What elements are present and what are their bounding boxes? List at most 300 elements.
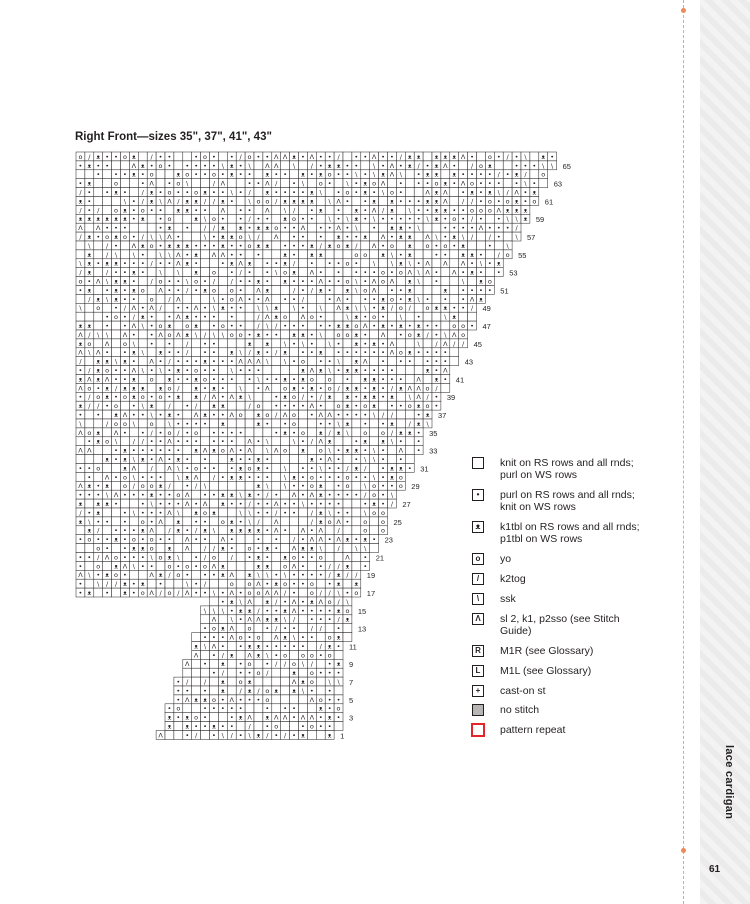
chart-stitch [210, 303, 219, 312]
chart-stitch [227, 731, 236, 740]
chart-stitch [299, 277, 308, 286]
chart-stitch [245, 277, 254, 286]
chart-stitch [263, 677, 272, 686]
chart-stitch [192, 277, 201, 286]
chart-stitch [201, 214, 210, 223]
svg-text:•: • [123, 313, 127, 322]
chart-stitch [325, 419, 334, 428]
chart-stitch [94, 303, 103, 312]
chart-stitch [450, 152, 459, 161]
chart-stitch [459, 286, 468, 295]
svg-text:ᴥ: ᴥ [256, 348, 261, 357]
chart-stitch [129, 588, 138, 597]
chart-stitch [388, 437, 397, 446]
chart-stitch [174, 553, 183, 562]
svg-text:•: • [309, 259, 314, 268]
chart-stitch [379, 419, 388, 428]
chart-stitch [325, 348, 334, 357]
chart-stitch [227, 597, 236, 606]
chart-stitch [138, 357, 147, 366]
chart-stitch [263, 321, 272, 330]
svg-text:\: \ [248, 393, 251, 402]
chart-stitch [281, 348, 290, 357]
svg-text:•: • [131, 295, 136, 304]
chart-stitch [129, 446, 138, 455]
svg-text:•: • [514, 152, 519, 161]
chart-stitch [459, 223, 468, 232]
chart-stitch [201, 731, 210, 740]
chart-stitch [503, 179, 512, 188]
svg-text:•: • [114, 241, 118, 250]
chart-stitch [254, 410, 263, 419]
chart-stitch [290, 446, 299, 455]
chart-stitch [325, 401, 334, 410]
chart-stitch [343, 286, 352, 295]
chart-stitch [147, 508, 156, 517]
svg-text:ᴥ: ᴥ [220, 402, 225, 411]
chart-stitch [201, 241, 210, 250]
chart-stitch [138, 490, 147, 499]
chart-stitch [325, 152, 334, 161]
svg-text:o: o [452, 215, 457, 224]
svg-text:•: • [114, 304, 118, 313]
chart-stitch [227, 713, 236, 722]
svg-text:\: \ [203, 215, 207, 224]
svg-text:\: \ [301, 179, 305, 188]
chart-stitch [76, 366, 85, 375]
svg-text:ᴥ: ᴥ [194, 268, 199, 277]
svg-text:/: / [390, 304, 394, 313]
svg-text:\: \ [319, 304, 322, 313]
chart-stitch [76, 286, 85, 295]
svg-text:ᴥ: ᴥ [318, 286, 323, 295]
chart-stitch [254, 561, 263, 570]
chart-stitch [503, 188, 512, 197]
svg-text:\: \ [373, 170, 376, 179]
chart-stitch [352, 286, 361, 295]
chart-stitch [334, 303, 343, 312]
chart-stitch [405, 232, 414, 241]
svg-text:ᴥ: ᴥ [265, 241, 270, 250]
chart-stitch [316, 197, 325, 206]
svg-text:ᴥ: ᴥ [336, 322, 341, 330]
row-number: 31 [420, 464, 429, 474]
svg-text:\: \ [106, 277, 109, 286]
svg-text:ᴥ: ᴥ [114, 277, 119, 286]
chart-stitch [299, 241, 308, 250]
svg-text:o: o [461, 330, 466, 339]
chart-stitch [138, 268, 147, 277]
chart-stitch [263, 686, 272, 695]
chart-stitch [174, 499, 183, 508]
chart-stitch [263, 731, 272, 740]
svg-text:o: o [256, 197, 261, 206]
svg-text:Λ: Λ [104, 375, 110, 384]
chart-stitch [85, 214, 94, 223]
svg-text:o: o [167, 188, 172, 197]
chart-stitch [325, 588, 334, 597]
chart-stitch [192, 197, 201, 206]
chart-stitch [165, 170, 174, 179]
chart-stitch [254, 321, 263, 330]
chart-stitch [334, 268, 343, 277]
chart-stitch [272, 624, 281, 633]
chart-stitch [245, 188, 254, 197]
svg-text:ᴥ: ᴥ [461, 241, 466, 250]
chart-stitch [245, 535, 254, 544]
chart-stitch [370, 375, 379, 384]
svg-text:/: / [114, 384, 118, 393]
chart-stitch [138, 446, 147, 455]
chart-stitch [334, 357, 343, 366]
chart-stitch [352, 250, 361, 259]
svg-text:ᴥ: ᴥ [372, 402, 377, 411]
legend-item [472, 683, 642, 702]
svg-text:ᴥ: ᴥ [256, 330, 261, 339]
chart-stitch [379, 383, 388, 392]
chart-stitch [272, 464, 281, 473]
chart-stitch [334, 597, 343, 606]
chart-stitch [477, 250, 486, 259]
chart-stitch [370, 330, 379, 339]
svg-text:•: • [283, 241, 288, 250]
chart-stitch [459, 214, 468, 223]
chart-stitch [307, 383, 316, 392]
chart-stitch [405, 223, 414, 232]
chart-stitch [396, 348, 405, 357]
chart-stitch [468, 241, 477, 250]
svg-text:•: • [363, 313, 368, 322]
svg-text:Λ: Λ [238, 295, 243, 304]
chart-stitch [272, 642, 281, 651]
svg-text:•: • [149, 366, 154, 375]
chart-stitch [325, 553, 334, 562]
chart-stitch [352, 259, 361, 268]
chart-stitch [325, 392, 334, 401]
svg-text:Λ: Λ [176, 259, 181, 268]
chart-stitch [299, 633, 308, 642]
chart-stitch [112, 508, 121, 517]
svg-text:\: \ [212, 330, 216, 339]
svg-text:ᴥ: ᴥ [514, 170, 519, 179]
chart-stitch [165, 348, 174, 357]
svg-text:o: o [194, 188, 199, 197]
chart-stitch [290, 303, 299, 312]
chart-stitch [103, 481, 112, 490]
chart-stitch [156, 214, 165, 223]
chart-stitch [299, 624, 308, 633]
chart-stitch [218, 286, 227, 295]
svg-text:•: • [461, 215, 466, 224]
svg-text:ᴥ: ᴥ [283, 215, 288, 224]
legend-label: M1R (see Glossary) [500, 645, 594, 657]
svg-text:•: • [96, 170, 101, 179]
chart-stitch [343, 179, 352, 188]
svg-text:•: • [167, 161, 172, 170]
chart-stitch [334, 223, 343, 232]
chart-stitch [334, 579, 343, 588]
svg-text:Λ: Λ [309, 268, 315, 277]
m1l-symbol-icon: L [472, 665, 484, 677]
chart-stitch [334, 446, 343, 455]
chart-stitch [325, 606, 334, 615]
chart-stitch [361, 152, 370, 161]
svg-text:\: \ [515, 215, 518, 224]
legend-label: pattern repeat [500, 724, 566, 736]
chart-stitch [272, 321, 281, 330]
chart-stitch [156, 312, 165, 321]
chart-stitch [405, 437, 414, 446]
svg-text:•: • [114, 170, 118, 179]
svg-text:•: • [532, 161, 537, 170]
chart-stitch [450, 205, 459, 214]
chart-stitch [263, 250, 272, 259]
chart-stitch [361, 188, 370, 197]
chart-stitch [103, 197, 112, 206]
chart-stitch [334, 375, 343, 384]
svg-text:ᴥ: ᴥ [114, 295, 119, 304]
svg-text:ᴥ: ᴥ [514, 197, 519, 206]
svg-text:ᴥ: ᴥ [185, 330, 190, 339]
svg-text:•: • [398, 295, 403, 304]
chart-stitch [254, 214, 263, 223]
chart-stitch [414, 330, 423, 339]
chart-stitch [192, 321, 201, 330]
chart-stitch [307, 695, 316, 704]
legend-label: k2tog [500, 573, 526, 585]
chart-stitch [254, 419, 263, 428]
chart-stitch [76, 170, 85, 179]
chart-stitch [201, 277, 210, 286]
chart-stitch [227, 348, 236, 357]
chart-stitch [379, 259, 388, 268]
svg-text:ᴥ: ᴥ [140, 215, 145, 224]
svg-text:/: / [177, 197, 180, 206]
chart-stitch [432, 179, 441, 188]
chart-stitch [396, 366, 405, 375]
chart-stitch [468, 321, 477, 330]
chart-stitch [245, 392, 254, 401]
chart-stitch [103, 401, 112, 410]
chart-stitch [361, 472, 370, 481]
svg-text:•: • [309, 215, 314, 224]
svg-text:ᴥ: ᴥ [372, 197, 377, 206]
chart-stitch [165, 152, 174, 161]
svg-text:/: / [248, 188, 251, 197]
legend-item [472, 571, 642, 591]
chart-stitch [210, 615, 219, 624]
chart-stitch [218, 579, 227, 588]
chart-stitch [218, 410, 227, 419]
chart-stitch [103, 223, 112, 232]
svg-text:o: o [256, 402, 261, 411]
chart-stitch [121, 544, 130, 553]
chart-stitch [156, 259, 165, 268]
chart-stitch [361, 428, 370, 437]
svg-text:/: / [88, 330, 91, 339]
chart-stitch [343, 472, 352, 481]
chart-stitch [129, 481, 138, 490]
chart-stitch [316, 383, 325, 392]
chart-stitch [201, 472, 210, 481]
chart-stitch [414, 197, 423, 206]
chart-stitch [94, 410, 103, 419]
svg-text:/: / [239, 268, 242, 277]
svg-text:•: • [256, 384, 261, 393]
svg-text:ᴥ: ᴥ [327, 393, 332, 402]
chart-stitch [254, 383, 263, 392]
chart-stitch [192, 330, 201, 339]
chart-stitch [174, 303, 183, 312]
svg-text:•: • [96, 259, 101, 268]
chart-stitch [290, 152, 299, 161]
svg-text:ᴥ: ᴥ [434, 188, 439, 197]
svg-text:/: / [123, 304, 127, 313]
chart-stitch [85, 188, 94, 197]
chart-stitch [512, 152, 521, 161]
chart-stitch [129, 232, 138, 241]
chart-stitch [379, 241, 388, 250]
svg-text:/: / [470, 304, 474, 313]
svg-text:•: • [265, 375, 270, 384]
chart-stitch [361, 321, 370, 330]
svg-text:/: / [257, 313, 260, 322]
chart-stitch [316, 232, 325, 241]
chart-stitch [121, 214, 130, 223]
svg-text:•: • [247, 224, 252, 233]
chart-stitch [334, 321, 343, 330]
chart-stitch [218, 348, 227, 357]
chart-stitch [218, 375, 227, 384]
chart-stitch [138, 437, 147, 446]
svg-text:\: \ [399, 313, 402, 322]
chart-stitch [183, 472, 192, 481]
chart-stitch [94, 312, 103, 321]
chart-stitch [396, 152, 405, 161]
chart-stitch [218, 659, 227, 668]
chart-stitch [352, 588, 361, 597]
chart-stitch [414, 152, 423, 161]
chart-stitch [254, 553, 263, 562]
chart-stitch [174, 713, 183, 722]
svg-text:\: \ [373, 161, 376, 170]
chart-stitch [334, 633, 343, 642]
chart-stitch [281, 561, 290, 570]
chart-stitch [192, 392, 201, 401]
chart-stitch [281, 161, 290, 170]
chart-stitch [121, 232, 130, 241]
svg-text:•: • [425, 322, 430, 330]
svg-text:Λ: Λ [265, 313, 270, 322]
chart-stitch [94, 392, 103, 401]
row-number: 55 [518, 250, 527, 260]
chart-stitch [165, 232, 174, 241]
section-label: lace cardigan [723, 745, 735, 820]
chart-stitch [334, 686, 343, 695]
chart-stitch [316, 722, 325, 731]
svg-text:ᴥ: ᴥ [256, 277, 261, 286]
svg-text:•: • [238, 286, 243, 295]
chart-stitch [272, 303, 281, 312]
chart-stitch [227, 170, 236, 179]
chart-stitch [174, 490, 183, 499]
chart-stitch [334, 588, 343, 597]
chart-stitch [245, 615, 254, 624]
chart-stitch [201, 446, 210, 455]
chart-stitch [316, 437, 325, 446]
chart-stitch [210, 277, 219, 286]
svg-text:•: • [229, 313, 234, 322]
svg-text:•: • [123, 366, 127, 375]
chart-stitch [352, 197, 361, 206]
chart-stitch [156, 357, 165, 366]
chart-stitch [227, 321, 236, 330]
chart-stitch [218, 357, 227, 366]
svg-text:•: • [274, 259, 279, 268]
chart-stitch [396, 205, 405, 214]
chart-stitch [388, 401, 397, 410]
svg-text:o: o [327, 375, 332, 384]
chart-stitch [290, 695, 299, 704]
svg-text:ᴥ: ᴥ [87, 179, 92, 188]
chart-stitch [76, 179, 85, 188]
chart-stitch [227, 704, 236, 713]
chart-stitch [156, 455, 165, 464]
chart-stitch [299, 455, 308, 464]
chart-stitch [423, 392, 432, 401]
chart-stitch [183, 490, 192, 499]
chart-stitch [361, 241, 370, 250]
chart-stitch [405, 188, 414, 197]
chart-stitch [334, 659, 343, 668]
chart-stitch [192, 188, 201, 197]
chart-stitch [370, 535, 379, 544]
chart-stitch [423, 383, 432, 392]
chart-stitch [227, 499, 236, 508]
svg-text:•: • [96, 384, 101, 393]
svg-text:ᴥ: ᴥ [167, 241, 172, 250]
chart-stitch [147, 526, 156, 535]
svg-text:ᴥ: ᴥ [434, 152, 439, 161]
chart-stitch [432, 268, 441, 277]
chart-stitch [290, 383, 299, 392]
legend-label: ssk [500, 593, 516, 605]
svg-text:•: • [416, 206, 421, 215]
chart-stitch [299, 731, 308, 740]
chart-stitch [263, 490, 272, 499]
chart-stitch [494, 250, 503, 259]
chart-stitch [281, 553, 290, 562]
chart-stitch [307, 499, 316, 508]
double-decrease-symbol-icon: Λ [472, 613, 484, 625]
svg-text:•: • [292, 322, 296, 330]
chart-stitch [183, 499, 192, 508]
chart-stitch [379, 366, 388, 375]
chart-stitch [218, 624, 227, 633]
svg-text:•: • [425, 295, 430, 304]
chart-stitch [441, 259, 450, 268]
chart-stitch [343, 339, 352, 348]
chart-stitch [121, 303, 130, 312]
svg-text:•: • [487, 179, 492, 188]
svg-text:•: • [354, 268, 359, 277]
chart-stitch [245, 241, 254, 250]
chart-stitch [281, 499, 290, 508]
chart-stitch [316, 455, 325, 464]
svg-text:•: • [292, 357, 296, 366]
svg-text:•: • [131, 215, 136, 224]
svg-text:ᴥ: ᴥ [345, 241, 350, 250]
